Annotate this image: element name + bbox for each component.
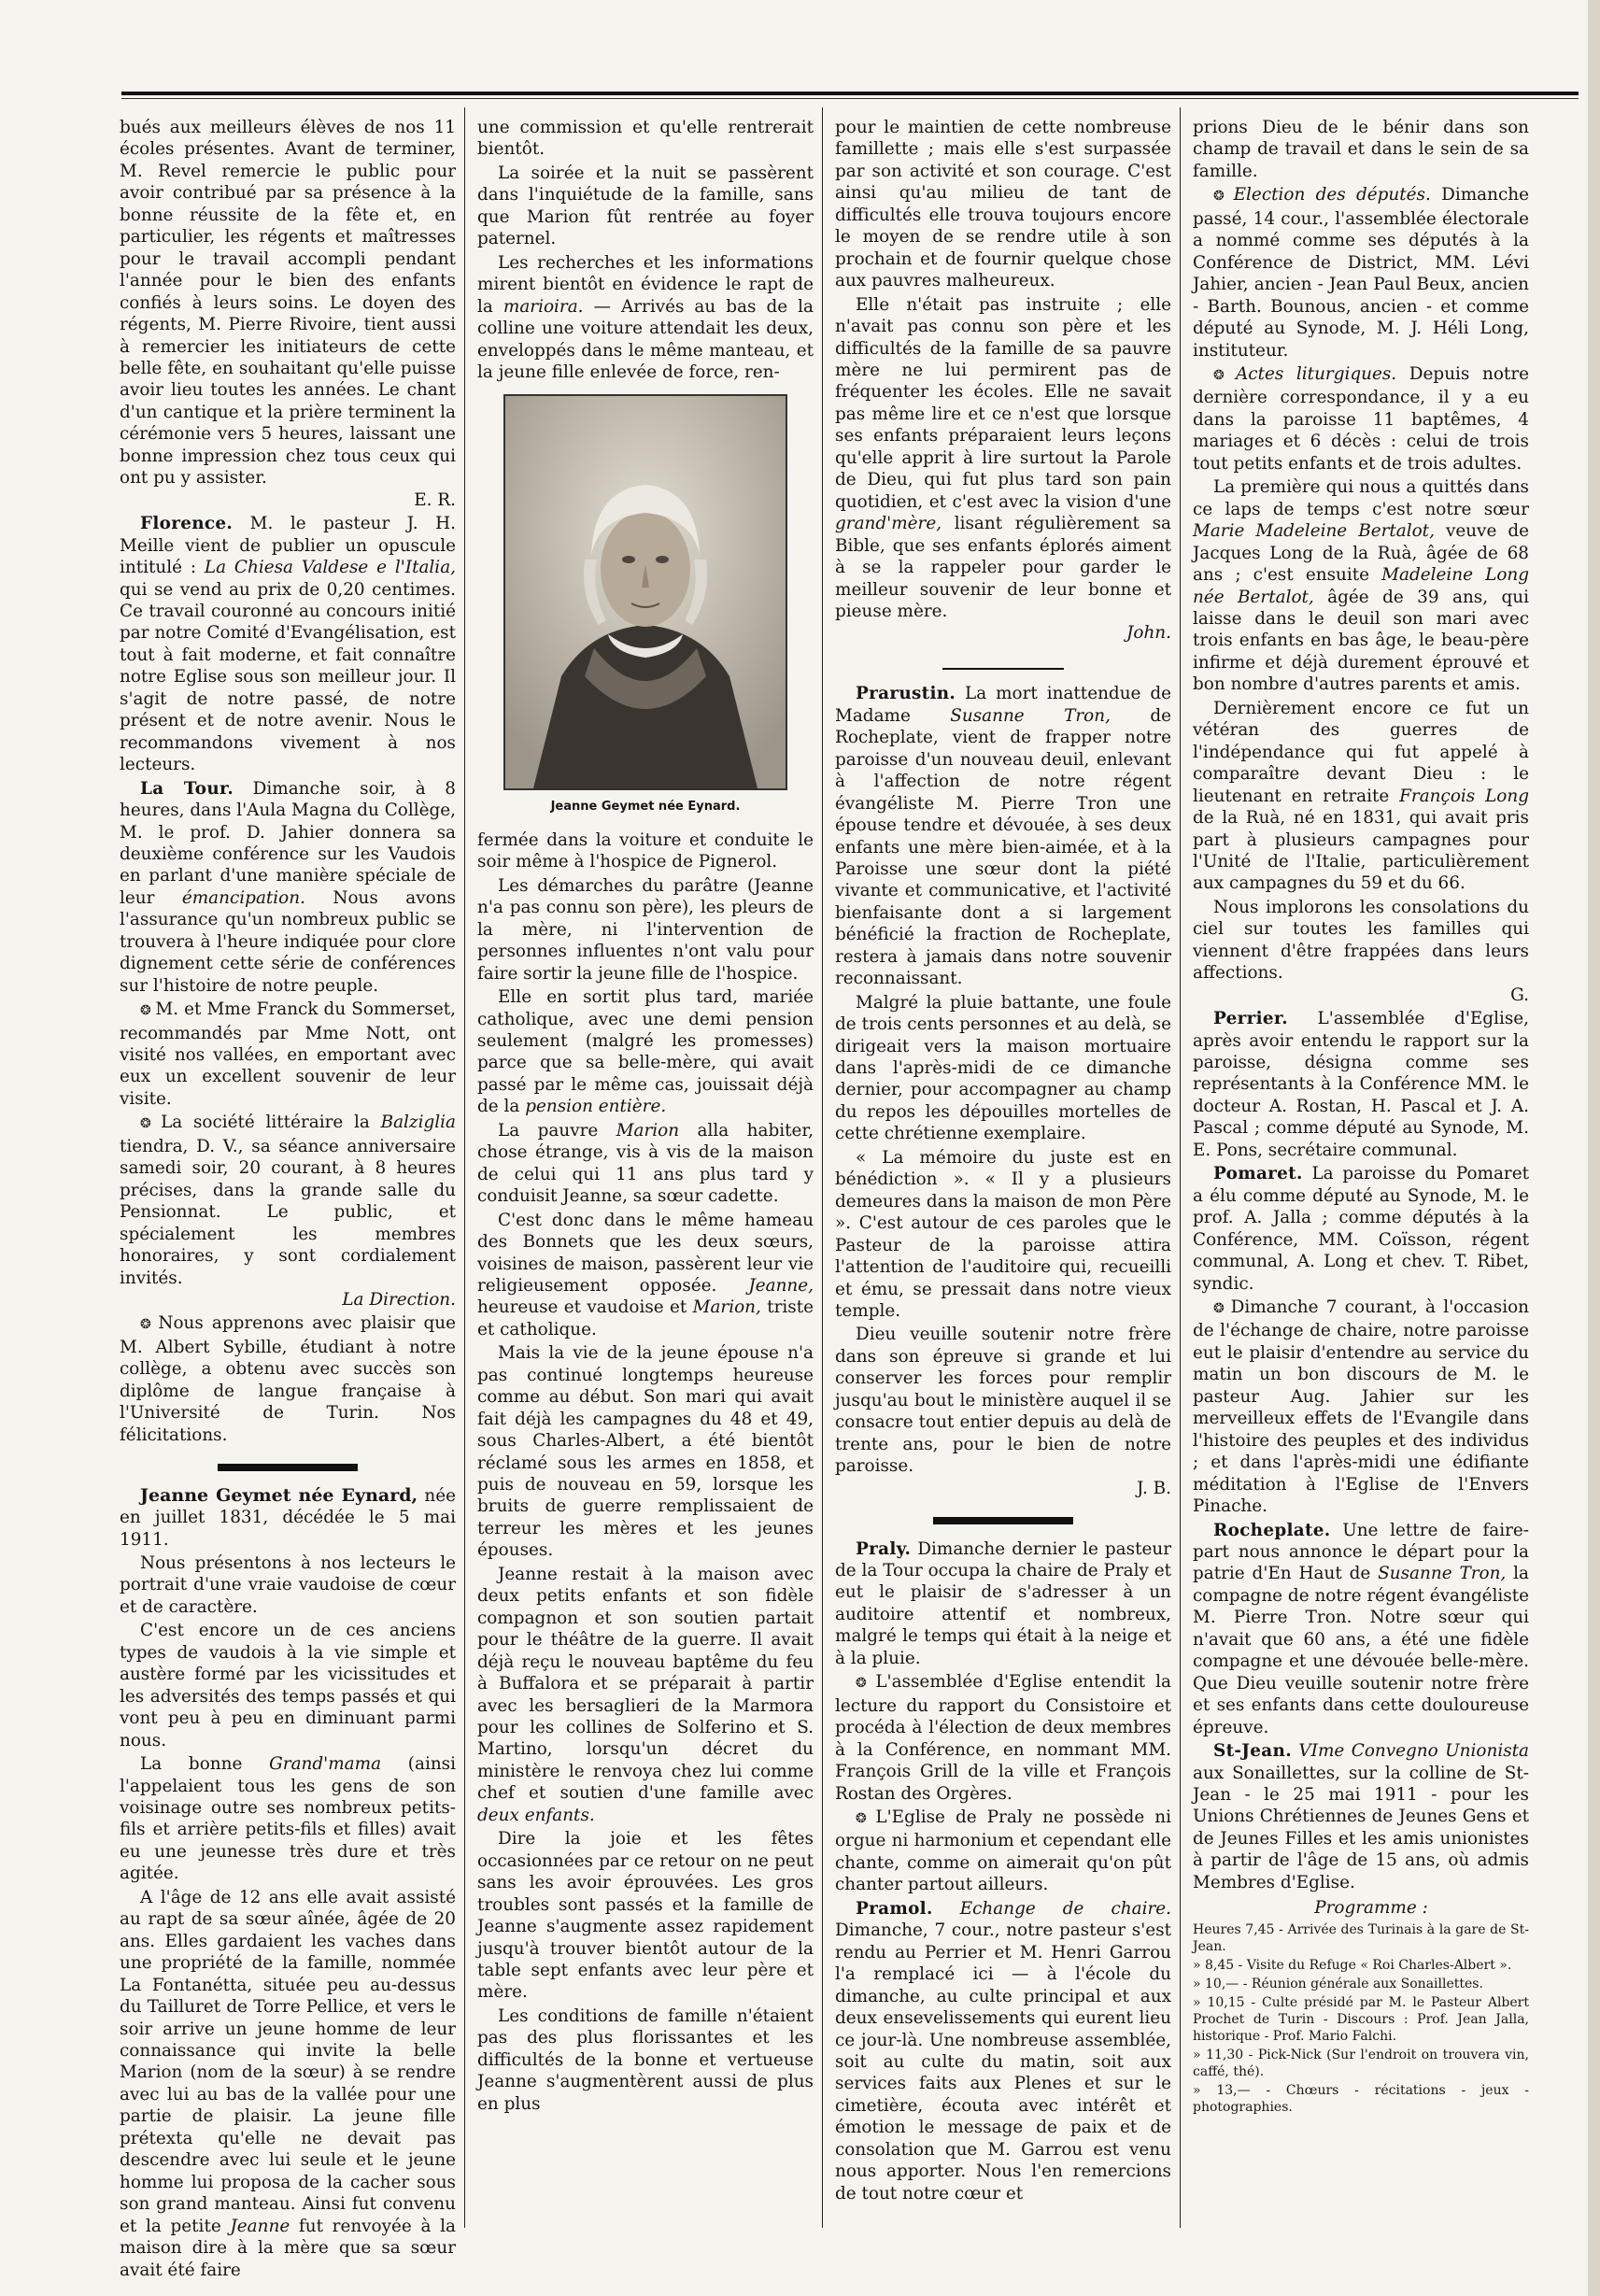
article-text: Nous présentons à nos lecteurs le portrait d'une vraie vaudoise de cœur et de caractère.: [120, 1553, 456, 1617]
article-text: Mais la vie de la jeune épouse n'a pas continué longtemps heureuse comme au début. Son mari qui avait fait déjà les campagnes du 48 et 49, sous Charles-Albert, a été bientôt réclamé sous les armes en 1858, et puis de nouveau en 59, lorsque les bruits de guerre remplissaient de terreur les mères et les jeunes épouses.: [477, 1343, 814, 1561]
news-rocheplate: Rocheplate. Une lettre de faire-part nous annonce le départ pour la patrie d'En Haut de Susanne Tron, la compagne de notre régent évangéliste M. Pierre Tron. Notre sœur qui n'avait que 60 ans, a été une fidèle compagne et une dévouée belle-mère. Que Dieu veuille soutenir notre frère et ses enfants dans cette douloureuse épreuve.: [1193, 1520, 1529, 1737]
news-pomaret: Pomaret. La paroisse du Pomaret a élu comme député au Synode, M. le prof. A. Jalla ; comme députés à la Conférence, MM. Coïsson, régent communal, A. Long et chev. T. Ribet, syndic.: [1193, 1164, 1529, 1294]
bullet-icon: ❂: [140, 1116, 162, 1132]
page-binding-edge: [1588, 0, 1600, 2296]
program-item: » 8,45 - Visite du Refuge « Roi Charles-Albert ».: [1193, 1957, 1512, 1973]
news-item: ❂ Dimanche 7 courant, à l'occasion de l'échange de chaire, notre paroisse eut le plaisir d'entendre au service du matin un bon discours de M. le pasteur Aug. Jahier sur les merveilleux effets de l'Evangile dans l'histoire des peuples et des individus ; et dans l'après-midi une édifiante méditation à l'Eglise de l'Envers Pinache.: [1193, 1297, 1530, 1517]
news-perrier: Perrier. L'assemblée d'Eglise, après avoir entendu le rapport sur la paroisse, désigna comme ses représentants à la Conférence MM. le docteur A. Rostan, H. Pascal et J. A. Pascal ; comme député au Synode, M. E. Pons, secrétaire communal.: [1193, 1009, 1529, 1160]
article-text: Les démarches du parâtre (Jeanne n'a pas connu son père), les pleurs de la mère, ni l'intervention de personnes influentes n'ont valu pour faire sortir la jeune fille de l'hospice.: [477, 875, 814, 984]
bullet-icon: ❂: [856, 1676, 876, 1692]
top-rule-thin: [121, 98, 1579, 99]
column-3: [835, 117, 1171, 2209]
column-divider: [822, 107, 823, 2228]
article-text: C'est encore un de ces anciens types de vaudois à la vie simple et austère formé par les vicissitudes et les adversités des temps passés et qui vont peu à peu en diminuant parmi nous.: [120, 1621, 456, 1750]
article-text: La soirée et la nuit se passèrent dans l'inquiétude de la famille, sans que Marion fût rentrée au foyer paternel.: [477, 163, 814, 249]
news-item: ❂ Nous apprenons avec plaisir que M. Albert Sybille, étudiant à notre collège, a obtenu avec succès son diplôme de langue française à l'Université de Turin. Nos félicitations.: [120, 1313, 456, 1445]
article-text: Malgré la pluie battante, une foule de trois cents personnes et au delà, se dirigeait vers la maison mortuaire dans l'après-midi de ce dimanche dernier, pour accompagner au champ du repos les dépouilles mortelles de cette chrétienne exemplaire.: [835, 992, 1171, 1144]
top-rule: [121, 92, 1579, 95]
photo-caption: Jeanne Geymet née Eynard.: [550, 800, 741, 815]
news-la-tour: La Tour. Dimanche soir, à 8 heures, dans l'Aula Magna du Collège, M. le prof. D. Jahier donnera sa deuxième conférence sur les Vaudois en parlant d'une manière spéciale de leur émancipation. Nous avons l'assurance qu'un nombreux public se trouvera à l'heure indiquée pour clore dignement cette série de conférences sur l'histoire de notre peuple.: [120, 778, 457, 996]
column-4: [1193, 117, 1529, 2209]
news-prarustin: Prarustin. La mort inattendue de Madame Susanne Tron, de Rocheplate, vient de frapper notre paroisse d'un nouveau deuil, enlevant à l'affection de notre régent évangéliste M. Pierre Tron une épouse tendre et dévouée, à ses deux enfants une mère bien-aimée, et à la Paroisse une sœur dont la piété vivante et communicative, et l'activité bienfaisante dont a si largement bénéficié la fraction de Rocheplate, restera à jamais dans notre souvenir reconnaissant.: [835, 684, 1171, 989]
article-text: Les conditions de famille n'étaient pas des plus florissantes et les difficultés de la bonne et vertueuse Jeanne s'augmentèrent aussi de plus en plus: [477, 2005, 814, 2114]
news-item: ❂ L'assemblée d'Eglise entendit la lecture du rapport du Consistoire et procéda à l'élection de deux membres à la Conférence, en nommant MM. François Grill de la ville et François Rostan des Orgères.: [835, 1672, 1171, 1804]
news-pramol: Pramol. Echange de chaire. Dimanche, 7 cour., notre pasteur s'est rendu au Perrier et M. Henri Garrou l'a remplacé ici — à l'école du dimanche, au culte principal et aux deux ensevelissements qui eurent lieu ce jour-là. Une nombreuse assemblée, soit au culte du matin, soit aux services faits aux Plenes et sur le cimetière, écouta avec intérêt et émotion le message de paix et de consolation que M. Garrou est venu nous apporter. Nous l'en remercions de tout notre cœur et: [835, 1898, 1171, 2204]
article-text: Elle n'était pas instruite ; elle n'avait pas connu son père et les difficultés de la famille de sa pauvre mère ne lui permirent pas de fréquenter les écoles. Elle ne savait pas même lire et ce n'est que lorsque ses enfants préparaient leurs leçons qu'elle apprit à lire surtout la Parole de Dieu, qui fut plus tard son pain quotidien, et c'est avec la vision d'une grand'mère, lisant régulièrement sa Bible, que ses enfants éplorés aiment à se la rappeler pour garder le meilleur souvenir de leur bonne et pieuse mère. John.: [835, 294, 1171, 644]
bullet-icon: ❂: [140, 1003, 156, 1019]
program-item: Heures 7,45 - Arrivée des Turinais à la gare de St-Jean.: [1193, 1921, 1529, 1954]
article-text: fermée dans la voiture et conduite le soir même à l'hospice de Pignerol.: [477, 829, 814, 872]
article-text: prions Dieu de le bénir dans son champ de travail et dans le sein de sa famille.: [1193, 118, 1529, 181]
news-item: ❂ Actes liturgiques. Depuis notre dernière correspondance, il y a eu dans la paroisse 11 baptêmes, 4 mariages et 6 décès : celui de trois tout petits enfants et de trois adultes.: [1193, 363, 1529, 474]
article-text: Jeanne restait à la maison avec deux petits enfants et son fidèle compagnon et son soutien partait pour le théâtre de la guerre. Il avait déjà reçu le nouveau baptême du feu à Buffalora et se préparait à partir avec les bersaglieri de la Marmora pour les collines de Solferino et S. Martino, lorsqu'un décret du ministère le renvoya chez lui comme chef et soutien d'une famille avec deux enfants.: [477, 1564, 814, 1825]
article-text: La pauvre Marion alla habiter, chose étrange, vis à vis de la maison de celui qui 11 ans plus tard y conduisit Jeanne, sa sœur cadette.: [477, 1120, 814, 1207]
news-item: ❂ M. et Mme Franck du Sommerset, recommandés par Mme Nott, ont visité nos vallées, en emportant avec eux un excellent souvenir de leur visite.: [120, 999, 456, 1109]
news-praly: Praly. Dimanche dernier le pasteur de la Tour occupa la chaire de Praly et eut le plaisir de s'adresser à un auditoire attentif et nombreux, malgré le temps qui était à la neige et à la pluie.: [835, 1538, 1171, 1668]
section-separator: [835, 654, 1171, 675]
article-text: une commission et qu'elle rentrerait bientôt.: [477, 118, 814, 160]
column-2: [477, 117, 814, 2209]
program-item: » 11,30 - Pick-Nick (Sur l'endroit on trouvera vin, caffé, thé).: [1193, 2047, 1529, 2079]
article-text: bués aux meilleurs élèves de nos 11 écoles présentes. Avant de terminer, M. Revel remercie le public pour avoir contribué par sa présence à la bonne réussite de la fête et, en particulier, les régents et maîtresses pour le travail accompli pendant l'année pour le bien des enfants confiés à leurs soins. Le doyen des régents, M. Pierre Rivoire, tient aussi à remercier les initiateurs de cette belle fête, en souhaitant qu'elle puisse avoir lieu toutes les années. Le chant d'un cantique et la prière terminent la cérémonie vers 5 heures, laissant une bonne impression chez tous ceux qui ont pu y assister. E. R.: [120, 118, 456, 510]
program-item: » 10,15 - Culte présidé par M. le Pasteur Albert Prochet de Turin - Discours : Prof. Jean Jalla, historique - Prof. Mario Falchi.: [1193, 1994, 1529, 2044]
article-text: Les recherches et les informations mirent bientôt en évidence le rapt de la marioira. — Arrivés au bas de la colline une voiture attendait les deux, enveloppés dans le même manteau, et la jeune fille enlevée de force, ren-: [477, 252, 814, 382]
section-separator: [835, 1509, 1171, 1530]
article-text: pour le maintien de cette nombreuse famillette ; mais elle s'est surpassée par son activité et son courage. C'est ainsi qu'au milieu de tant de difficultés elle trouva toujours encore le moyen de se rendre utile à son prochain et de fournir quelque chose aux pauvres malheureux.: [835, 118, 1171, 291]
news-item: ❂ La société littéraire la Balziglia tiendra, D. V., sa séance anniversaire samedi soir, 20 courant, à 8 heures précises, dans la grande salle du Pensionnat. Le public, et spécialement les membres honoraires, y sont cordialement invités. La Direction.: [120, 1113, 456, 1311]
portrait-photo: [503, 394, 787, 790]
bullet-icon: ❂: [140, 1317, 159, 1333]
bullet-icon: ❂: [1213, 1301, 1231, 1317]
article-text: Elle en sortit plus tard, mariée catholique, avec une demi pension seulement (malgré les promesses) parce que sa belle-mère, qui avait passé par le même cas, jouissait déjà de la pension entière.: [477, 987, 814, 1117]
news-florence: Florence. M. le pasteur J. H. Meille vient de publier un opuscule intitulé : La Chiesa Valdese e l'Italia, qui se vend au prix de 0,20 centimes. Ce travail couronné au concours initié par notre Comité d'Evangélisation, est tout à fait moderne, et fait connaître notre Eglise sous son meilleur jour. Il s'agit de notre passé, de notre présent et de notre avenir. Nous le recommandons vivement à nos lecteurs.: [120, 514, 457, 775]
news-st-jean: St-Jean. VIme Convegno Unionista aux Sonaillettes, sur la colline de St-Jean - le 25 mai 1911 - pour les Unions Chrétiennes de Jeunes Gens et de Jeunes Filles et les amis unionistes à partir de l'âge de 15 ans, où admis Membres d'Eglise.: [1193, 1741, 1529, 1892]
article-text: « La mémoire du juste est en bénédiction ». « Il y a plusieurs demeures dans la maison de mon Père ». C'est autour de ces paroles que le Pasteur de la paroisse attira l'attention de l'auditoire qui, recueilli et ému, se pressait dans notre vieux temple.: [835, 1147, 1171, 1322]
article-text: La première qui nous a quittés dans ce laps de temps c'est notre sœur Marie Madeleine Bertalot, veuve de Jacques Long de la Ruà, âgée de 68 ans ; c'est ensuite Madeleine Long née Bertalot, âgée de 39 ans, qui laisse dans le deuil son mari avec trois enfants en bas âge, le beau-père infirme et déjà durement éprouvé et bon nombre d'autres parents et amis.: [1193, 477, 1530, 695]
column-divider: [1180, 107, 1181, 2228]
column-1: [120, 117, 457, 2280]
obituary-heading: Jeanne Geymet née Eynard, née en juillet 1831, décédée le 5 mai 1911.: [120, 1484, 456, 1550]
bullet-icon: ❂: [856, 1810, 876, 1826]
article-text: Nous implorons les consolations du ciel sur toutes les familles qui viennent d'être frappées dans leurs affections. G.: [1193, 897, 1529, 1005]
bullet-icon: ❂: [1213, 189, 1234, 205]
bullet-icon: ❂: [1213, 367, 1236, 383]
article-text: Dieu veuille soutenir notre frère dans son épreuve si grande et lui conserver les forces pour remplir jusqu'au bout le ministère auquel il se consacre tout entier depuis au delà de trente ans, pour le bien de notre paroisse. J. B.: [835, 1325, 1171, 1498]
article-text: C'est donc dans le même hameau des Bonnets que les deux sœurs, voisines de maison, passèrent leur vie religieusement opposée. Jeanne, heureuse et vaudoise et Marion, triste et catholique.: [477, 1210, 814, 1339]
program-title: Programme :: [1314, 1898, 1428, 1919]
program-item: » 10,— - Réunion générale aux Sonaillettes.: [1193, 1976, 1483, 1991]
article-text: La bonne Grand'mama (ainsi l'appelaient tous les gens de son voisinage outre ses nombreux petits-fils et arrière petits-fils et filles) avait eu une jeunesse très dure et très agitée.: [120, 1754, 456, 1884]
article-text: Dire la joie et les fêtes occasionnées par ce retour on ne peut sans les avoir éprouvées. Les gros troubles sont passés et la famille de Jeanne s'augmente assez rapidement jusqu'à trouver bientôt autour de la table sept enfants avec leur père et mère.: [477, 1829, 814, 2003]
section-separator: [120, 1455, 456, 1477]
article-text: Dernièrement encore ce fut un vétéran des guerres de l'indépendance qui fut appelé à comparaître devant Dieu : le lieutenant en retraite François Long de la Ruà, né en 1831, qui avait pris part à plusieurs campagnes pour l'Unité de l'Italie, particulièrement aux campagnes du 59 et du 66.: [1193, 698, 1529, 894]
news-item: ❂ Election des députés. Dimanche passé, 14 cour., l'assemblée électorale a nommé comme ses députés à la Conférence de District, MM. Lévi Jahier, ancien - Jean Paul Beux, ancien - Barth. Bounous, ancien - et comme député au Synode, M. J. Héli Long, instituteur.: [1193, 185, 1530, 361]
article-text: A l'âge de 12 ans elle avait assisté au rapt de sa sœur aînée, âgée de 20 ans. Elles gardaient les vaches dans une propriété de la famille, nommée La Fontanétta, située peu au-dessus du Tailluret de Torre Pellice, et vers le soir arrive un jeune homme de leur connaissance qui invite la belle Marion (nom de la sœur) à se rendre avec lui au bas de la vallée pour une partie de plaisir. La jeune fille prétexta qu'elle ne devait pas descendre avec lui seule et le jeune homme lui proposa de la cacher sous son grand manteau. Ainsi fut convenu et la petite Jeanne fut renvoyée à la maison dire à la mère que sa sœur avait été faire: [120, 1887, 456, 2280]
program-item: » 13,— - Chœurs - récitations - jeux - photographies.: [1193, 2082, 1529, 2115]
news-item: ❂ L'Eglise de Praly ne possède ni orgue ni harmonium et cependant elle chante, comme on aimerait qu'on pût chanter partout ailleurs.: [835, 1807, 1171, 1895]
column-divider: [464, 107, 465, 2228]
